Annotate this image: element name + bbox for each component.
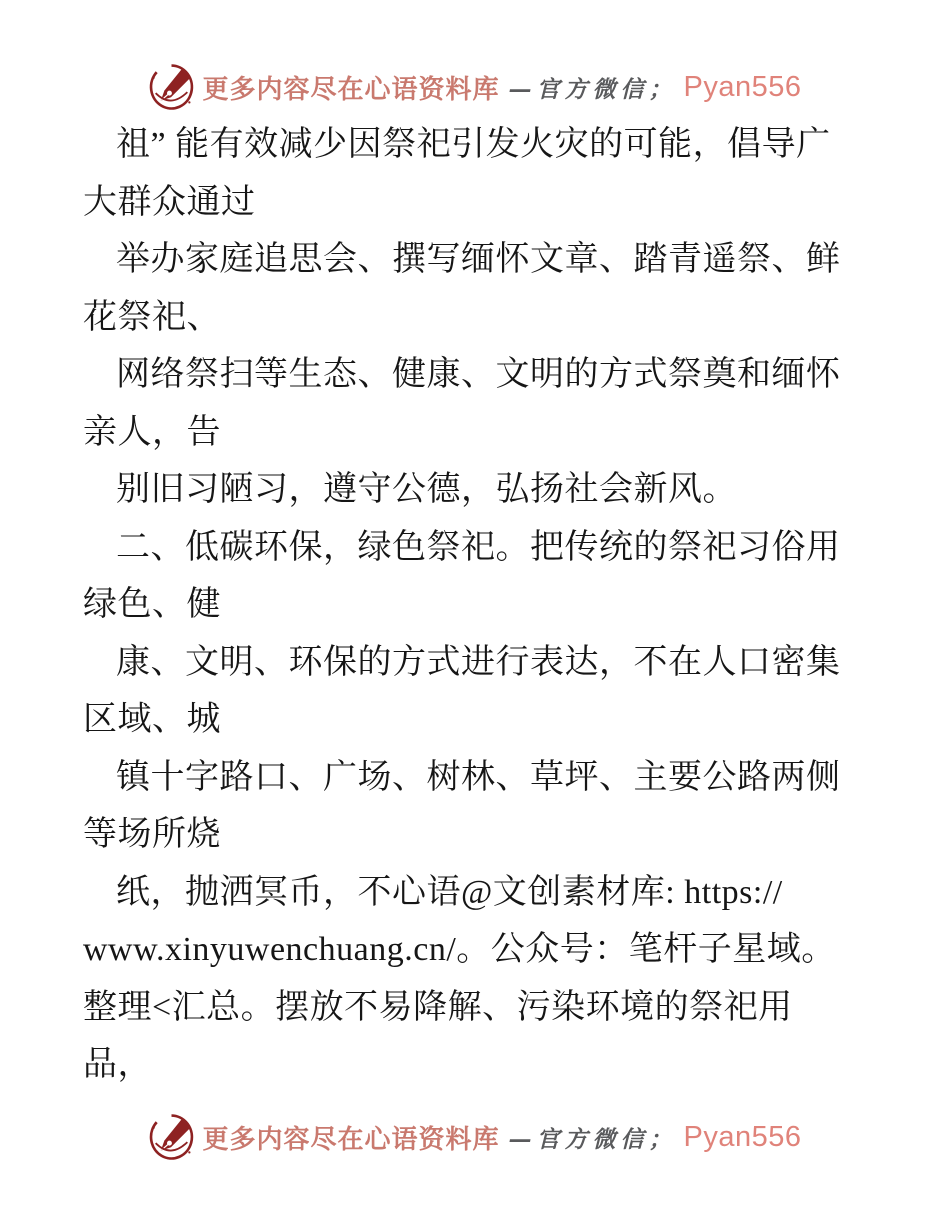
watermark-header [0, 62, 950, 112]
text-line: 别旧习陋习，遵守公德，弘扬社会新风。 [116, 471, 737, 508]
text-line: 等场所烧 [83, 816, 221, 853]
text-line: www.xinyuwenchuang.cn/。公众号：笔杆子星域。 [83, 931, 836, 968]
pen-circle-logo-icon [148, 1112, 195, 1162]
text-line: 绿色、健 [83, 586, 221, 623]
watermark-wechat-account: Pyan556 [683, 70, 802, 103]
text-line: 区域、城 [83, 701, 221, 738]
watermark-wechat-label: —官方微信； [508, 75, 677, 103]
text-line: 祖” 能有效减少因祭祀引发火灾的可能，倡导广 [116, 126, 831, 163]
document-body [83, 116, 873, 1094]
watermark-site-text: 更多内容尽在心语资料库 [202, 74, 500, 104]
text-line: 举办家庭追思会、撰写缅怀文章、踏青遥祭、鲜 [116, 241, 841, 278]
text-line: 镇十字路口、广场、树林、草坪、主要公路两侧 [116, 758, 841, 796]
watermark-site-text: 更多内容尽在心语资料库 [202, 1124, 500, 1154]
watermark-footer [0, 1112, 950, 1162]
watermark-wechat-label: —官方微信； [508, 1125, 677, 1153]
pen-circle-logo-icon [148, 62, 195, 112]
text-line: 大群众通过 [83, 183, 256, 221]
text-line: 康、文明、环保的方式进行表达，不在人口密集 [116, 643, 841, 681]
text-line: 花祭祀、 [83, 298, 221, 336]
watermark-wechat-account: Pyan556 [683, 1120, 802, 1153]
text-line: 整理<汇总。摆放不易降解、污染环境的祭祀用 [83, 988, 793, 1026]
text-line: 亲人，告 [83, 413, 221, 451]
text-line: 纸，抛洒冥币，不心语@文创素材库: https:// [116, 873, 783, 911]
text-line: 二、低碳环保，绿色祭祀。把传统的祭祀习俗用 [116, 528, 841, 566]
text-line: 品， [83, 1046, 152, 1083]
text-line: 网络祭扫等生态、健康、文明的方式祭奠和缅怀 [116, 356, 841, 393]
